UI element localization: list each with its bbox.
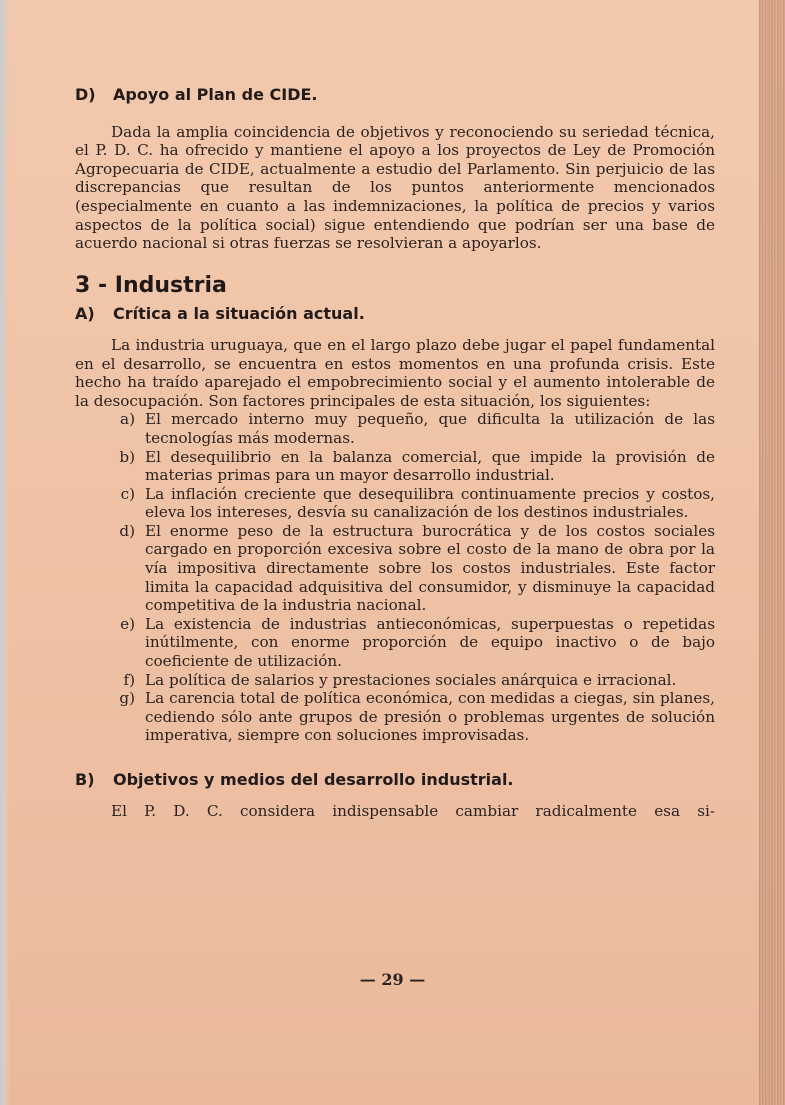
list-item-label: b)	[119, 447, 135, 466]
list-item-text: La existencia de industrias antieconómicas, superpuestas o repetidas inútilmente, con enorme proporción de equipo inactivo o de bajo coeficiente de utilización.	[145, 614, 715, 671]
list-item	[75, 485, 715, 522]
list-item	[75, 448, 715, 485]
list-item	[75, 689, 715, 745]
list-item-label: a)	[120, 410, 135, 429]
heading-b-title: Objetivos y medios del desarrollo industrial.	[113, 770, 514, 789]
heading-d-title: Apoyo al Plan de CIDE.	[113, 85, 318, 104]
paragraph-a: La industria uruguaya, que en el largo plazo debe jugar el papel fundamental en el desarrollo, se encuentra en estos momentos en una profunda crisis. Este hecho ha traído aparejado el empobrecimiento social y el aumento intolerable de la desocupación. Son factores principales de esta situación, los siguientes:	[75, 335, 715, 410]
heading-d-letter: D)	[75, 85, 96, 104]
list-item-text: La política de salarios y prestaciones sociales anárquica e irracional.	[145, 670, 677, 689]
heading-d	[75, 86, 715, 105]
heading-b-letter: B)	[75, 770, 95, 789]
heading-b	[75, 771, 715, 790]
list-item	[75, 522, 715, 615]
list-item-text: La carencia total de política económica, con medidas a ciegas, sin planes, cediendo sólo ante grupos de presión o problemas urgentes de solución imperativa, siempre con soluciones improvisadas.	[145, 689, 715, 745]
section-title-industria: 3 - Industria	[75, 272, 227, 298]
page-stack-edge	[759, 0, 785, 1105]
page-number: — 29 —	[359, 970, 426, 989]
list-item-label: f)	[123, 670, 135, 689]
heading-a	[75, 305, 715, 324]
list-item	[75, 615, 715, 671]
list-item-label: d)	[119, 521, 135, 540]
list-item-text: El desequilibrio en la balanza comercial, que impide la provisión de materias primas para un mayor desarrollo industrial.	[145, 447, 715, 485]
paragraph-d: Dada la amplia coincidencia de objetivos y reconociendo su seriedad técnica, el P. D. C. ha ofrecido y mantiene el apoyo a los proyectos de Ley de Promoción Agropecuaria de CIDE, actualmente a estudio del Parlamento. Sin perjuicio de las discrepancias que resultan de los puntos anteriormente mencionados (especialmente en cuanto a las indemnizaciones, la política de precios y varios aspectos de la política social) sigue entendiendo que podrían ser una base de acuerdo nacional si otras fuerzas se resolvieran a apoyarlos.	[75, 122, 715, 253]
list-item-text: El mercado interno muy pequeño, que dificulta la utilización de las tecnologías más modernas.	[145, 410, 715, 447]
heading-a-letter: A)	[75, 304, 95, 324]
page-body	[75, 82, 715, 820]
list-item-text: El enorme peso de la estructura burocrática y de los costos sociales cargado en proporción excesiva sobre el costo de la mano de obra por la vía impositiva directamente sobre los costos industriales. Este factor limita la capacidad adquisitiva del consumidor, y disminuye la capacidad competitiva de la industria nacional.	[145, 521, 715, 615]
page-left-edge	[0, 0, 10, 1105]
list-item-text: La inflación creciente que desequilibra continuamente precios y costos, eleva los intereses, desvía su canalización de los destinos industriales.	[145, 484, 715, 522]
factors-list	[75, 410, 715, 745]
list-item-label: c)	[120, 484, 135, 503]
list-item	[75, 671, 715, 690]
list-item	[75, 410, 715, 447]
paragraph-b: El P. D. C. considera indispensable cambiar radicalmente esa si-	[111, 801, 715, 820]
list-item-label: e)	[120, 614, 135, 633]
heading-a-title: Crítica a la situación actual.	[113, 304, 365, 324]
list-item-label: g)	[119, 689, 135, 708]
